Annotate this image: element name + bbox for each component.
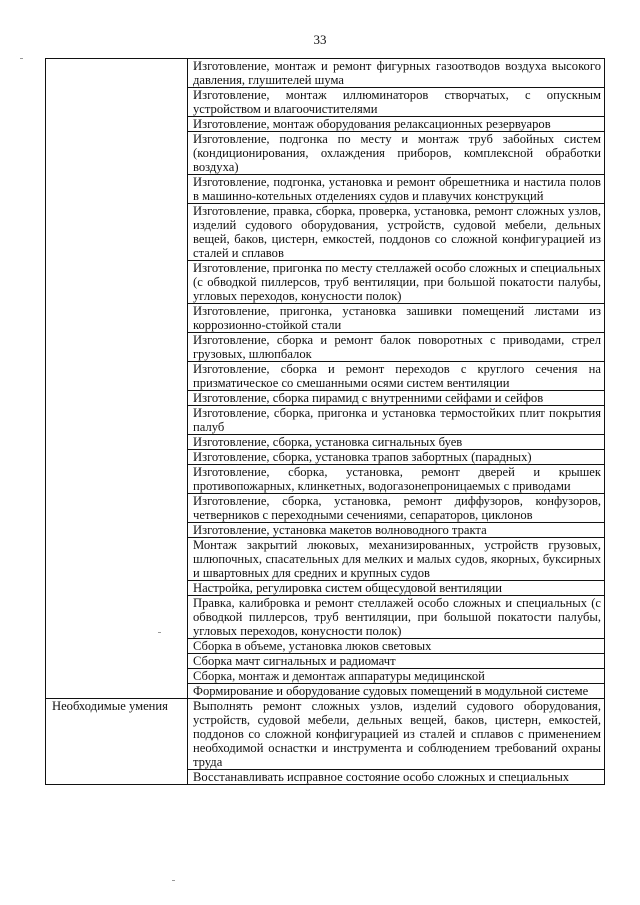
section-label-cell — [46, 699, 188, 785]
item-text: Изготовление, пригонка по месту стеллажей особо сложных и специальных (с обводкой пиллерсов, труб вентиляции, при большой покатости палубы, угловых переходов, конусности полок) — [188, 261, 605, 304]
table-row — [46, 699, 605, 770]
item-text: Сборка мачт сигнальных и радиомачт — [188, 654, 605, 669]
item-text: Изготовление, подгонка по месту и монтаж труб забойных систем (кондиционирования, охлаждения приборов, комплексной обработки воздуха) — [188, 132, 605, 175]
item-text: Изготовление, сборка пирамид с внутренними сейфами и сейфов — [188, 391, 605, 406]
item-text: Изготовление, монтаж оборудования релаксационных резервуаров — [188, 117, 605, 132]
margin-mark — [20, 58, 23, 59]
item-text: Изготовление, монтаж иллюминаторов створчатых, с опускным устройством и влагоочистителями — [188, 88, 605, 117]
item-text: Изготовление, пригонка, установка зашивки помещений листами из коррозионно-стойкой стали — [188, 304, 605, 333]
item-text: Выполнять ремонт сложных узлов, изделий судового оборудования, устройств, судовой мебели, дельных вещей, баков, цистерн, емкостей, поддонов со сложной конфигурацией из сталей и сплавов с применением необходимой оснастки и инструмента и соблюдением требований охраны труда — [188, 699, 605, 770]
item-text: Настройка, регулировка систем общесудовой вентиляции — [188, 581, 605, 596]
item-text: Монтаж закрытий люковых, механизированных, устройств грузовых, шлюпочных, спасательных для мелких и малых судов, якорных, буксирных и швартовных для средних и крупных судов — [188, 538, 605, 581]
item-text: Сборка, монтаж и демонтаж аппаратуры медицинской — [188, 669, 605, 684]
item-text: Изготовление, подгонка, установка и ремонт обрешетника и настила полов в машинно-котельных отделениях судов и плавучих конструкций — [188, 175, 605, 204]
table-body — [46, 59, 605, 785]
item-text: Изготовление, сборка и ремонт балок поворотных с приводами, стрел грузовых, шлюпбалок — [188, 333, 605, 362]
margin-mark — [172, 880, 175, 881]
section-label: Необходимые умения — [52, 699, 168, 713]
item-text: Изготовление, сборка, установка, ремонт диффузоров, конфузоров, четверников с переходными сечениями, сепараторов, циклонов — [188, 494, 605, 523]
item-text: Изготовление, сборка, установка трапов забортных (парадных) — [188, 450, 605, 465]
item-text: Изготовление, сборка и ремонт переходов с круглого сечения на призматическое со смешанными осями систем вентиляции — [188, 362, 605, 391]
requirements-table — [45, 58, 605, 785]
item-text: Формирование и оборудование судовых помещений в модульной системе — [188, 684, 605, 699]
item-text: Сборка в объеме, установка люков световых — [188, 639, 605, 654]
item-text: Правка, калибровка и ремонт стеллажей особо сложных и специальных (с обводкой пиллерсов, труб вентиляции, при большой покатости палубы, угловых переходов, конусности полок) — [188, 596, 605, 639]
item-text: Изготовление, сборка, установка, ремонт дверей и крышек противопожарных, клинкетных, водогазонепроницаемых с приводами — [188, 465, 605, 494]
item-text: Изготовление, правка, сборка, проверка, установка, ремонт сложных узлов, изделий судового оборудования, устройств, судовой мебели, дельных вещей, баков, цистерн, емкостей, поддонов со сложной конфигурацией из сталей и сплавов — [188, 204, 605, 261]
item-text: Изготовление, установка макетов волноводного тракта — [188, 523, 605, 538]
section-label-cell — [46, 59, 188, 699]
page-number: 33 — [313, 32, 327, 47]
item-text: Изготовление, сборка, установка сигнальных буев — [188, 435, 605, 450]
item-text: Изготовление, монтаж и ремонт фигурных газоотводов воздуха высокого давления, глушителей шума — [188, 59, 605, 88]
item-text: Изготовление, сборка, пригонка и установка термостойких плит покрытия палуб — [188, 406, 605, 435]
item-text: Восстанавливать исправное состояние особо сложных и специальных — [188, 770, 605, 785]
table-row — [46, 59, 605, 88]
